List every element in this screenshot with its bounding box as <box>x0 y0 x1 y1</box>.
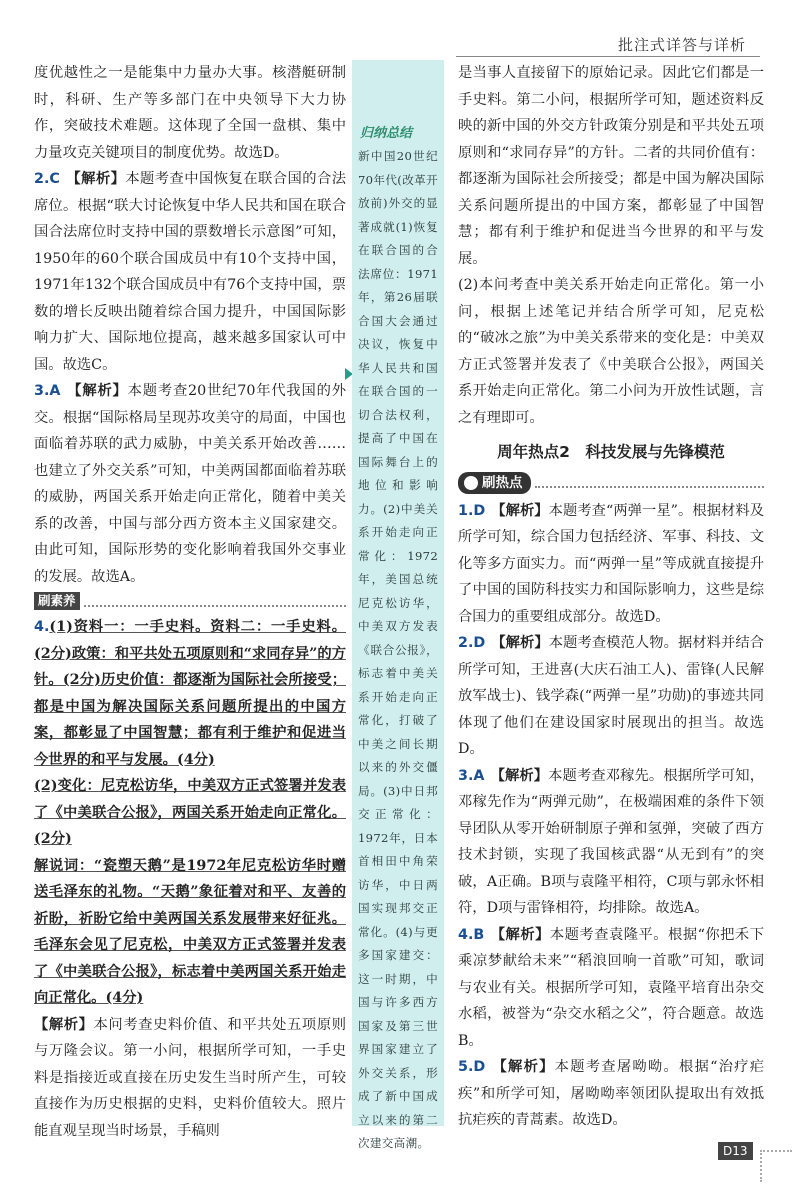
analysis-tag: 【解析】 <box>34 1016 94 1033</box>
answer-key-part-1: (1)资料一：一手史料。资料二：一手史料。(2分)政策：和平共处五项原则和“求同存异”的方针。(2分)历史价值：都逐渐为国际社会所接受；都是中国为解决国际关系问题所提出的中国方案，都彰显了中国智慧；都有利于维护和促进当今世界的和平与发展。(4分) <box>34 619 346 768</box>
answer-letter: D <box>473 502 486 519</box>
answer-key-part-2: (2)变化：尼克松访华，中美双方正式签署并发表了《中美联合公报》，两国关系开始走向正常化。(2分) <box>34 778 346 847</box>
analysis-text: 本题考查“两弹一星”。根据材料及所学可知，综合国力包括经济、军事、科技、文化等多方面实力。而“两弹一星”等成就直接提升了中国的国防科技实力和国际影响力，这些是综合国力的重要组成部分。故选D。 <box>458 502 765 625</box>
analysis-text: 本题考查屠呦呦。根据“治疗疟疾”和所学可知，屠呦呦率领团队提取出有效抵抗疟疾的青蒿素。故选D。 <box>458 1059 764 1128</box>
right-column <box>458 60 764 1134</box>
answer-letter: D <box>473 1059 486 1075</box>
section-title: 周年热点2 科技发展与先锋模范 <box>497 443 725 461</box>
hot-topic-marker <box>458 472 764 494</box>
analysis-tag: 【解析】 <box>491 1059 555 1075</box>
answer-3 <box>34 378 346 590</box>
answer-letter: C <box>49 171 60 187</box>
question-number: 3. <box>34 383 50 399</box>
question-number: 2. <box>34 171 50 187</box>
analysis-tag: 【解析】 <box>491 635 549 651</box>
answer-letter: B <box>473 926 485 943</box>
question-number: 1. <box>458 502 474 519</box>
brush-icon <box>464 476 478 490</box>
answer-2 <box>34 166 346 378</box>
question-number: 5. <box>458 1059 474 1075</box>
intro-paragraph: 度优越性之一是能集中力量办大事。核潜艇研制时，科研、生产等多部门在中央领导下大力协作，突破技术难题。这体现了全国一盘棋、集中力量攻克关键项目的制度优势。故选D。 <box>34 65 346 161</box>
analysis-tag: 【解析】 <box>490 767 549 784</box>
analysis-text: 本问考查史料价值、和平共处五项原则与万隆会议。第一小问，根据所学可知，一手史料是指接近或直接在历史发生当时所产生，可较直接作为历史根据的史料，史料价值较大。照片能直观呈现当时场景，手稿则 <box>34 1016 347 1139</box>
sidebar-body: 新中国20世纪70年代(改革开放前)外交的显著成就(1)恢复在联合国的合法席位：1971年，第26届联合国大会通过决议，恢复中华人民共和国在联合国的一切合法权利，提高了中国在国际舞台上的地位和影响力。(2)中美关系开始走向正常化：1972年，美国总统尼克松访华，中美双方发表《联合公报》，标志着中美关系开始走向正常化，打破了中美之间长期以来的外交僵局。(3)中日邦交正常化：1972年，日本首相田中角荣访华，中日两国实现邦交正常化。(4)与更多国家建交：这一时期，中国与许多西方国家及第三世界国家建立了外交关系，形成了新中国成立以来的第二次建交高潮。 <box>358 149 438 1150</box>
answer-4-part-3 <box>34 853 346 1012</box>
section-marker-label: 刷素养 <box>34 592 80 610</box>
analysis-tag: 【解析】 <box>491 502 549 519</box>
sidebar-heading: 归纳总结 <box>360 126 413 141</box>
answer-4 <box>458 922 764 1055</box>
analysis-text: 本题考查袁隆平。根据“你把禾下乘凉梦献给未来”“稻浪回响一首歌”可知，歌词与农业有关。根据所学可知，袁隆平培育出杂交水稻，被誉为“杂交水稻之父”，符合题意。故选B。 <box>458 926 765 1049</box>
page-header-title: 批注式详答与详析 <box>617 36 746 54</box>
answer-letter: A <box>473 767 485 784</box>
continuation-paragraph-2: (2)本问考查中美关系开始走向正常化。第一小问，根据上述笔记并结合所学可知，尼克松的“破冰之旅”为中美关系带来的变化是：中美双方正式签署并发表了《中美联合公报》，两国关系开始走向正常化。第二小问为开放性试题，言之有理即可。 <box>458 277 764 426</box>
section-marker <box>34 592 346 610</box>
answer-key-part-3: 解说词：“瓷塑天鹅”是1972年尼克松访华时赠送毛泽东的礼物。“天鹅”象征着对和平、友善的祈盼，祈盼它给中美两国关系发展带来好征兆。毛泽东会见了尼克松，中美双方正式签署并发表了《中美联合公报》，标志着中美两国关系开始走向正常化。(4分) <box>34 857 346 1006</box>
answer-3 <box>458 763 764 922</box>
analysis-tag: 【解析】 <box>490 926 550 943</box>
analysis-tag: 【解析】 <box>66 383 128 399</box>
answer-2 <box>458 630 764 763</box>
continuation-paragraph: 是当事人直接留下的原始记录。因此它们都是一手史料。第二小问，根据所学可知，题述资料反映的新中国的外交方针政策分别是和平共处五项原则和“求同存异”的方针。二者的共同价值有：都逐渐为国际社会所接受；都是中国为解决国际关系问题所提出的中国方案，都彰显了中国智慧；都有利于维护和促进当今世界的和平与发展。 <box>458 65 764 267</box>
hot-topic-badge-label: 刷热点 <box>482 474 523 491</box>
dotted-divider <box>84 596 346 607</box>
answer-5 <box>458 1054 764 1134</box>
answer-letter: A <box>49 383 61 399</box>
header-rule <box>456 56 760 57</box>
analysis-text: 本题考查邓稼先。根据所学可知，邓稼先作为“两弹元勋”，在极端困难的条件下领导团队从零开始研制原子弹和氢弹，突破了西方技术封锁，实现了我国核武器“从无到有”的突破，A正确。B项与袁隆平相符，C项与郭永怀相符，D项与雷锋相符，均排除。故选A。 <box>458 767 765 916</box>
question-number: 4. <box>458 926 474 943</box>
question-number: 3. <box>458 767 474 784</box>
hot-topic-badge <box>458 472 531 494</box>
answer-4-analysis <box>34 1012 346 1145</box>
answer-4 <box>34 614 346 773</box>
analysis-text: 本题考查20世纪70年代我国的外交。根据“国际格局呈现苏攻美守的局面，中国也面临着苏联的武力威胁，中美关系开始改善……也建立了外交关系”可知，中美两国都面临着苏联的威胁，两国关系开始走向正常化，随着中美关系的改善，中国与部分西方资本主义国家建交。由此可知，国际形势的变化影响着我国外交事业的发展。故选A。 <box>34 383 346 585</box>
answer-letter: D <box>473 635 486 651</box>
dotted-divider <box>535 477 765 488</box>
left-column <box>34 60 346 1144</box>
question-number: 2. <box>458 635 474 651</box>
question-number: 4. <box>34 619 50 635</box>
analysis-tag: 【解析】 <box>65 171 126 187</box>
summary-sidebar <box>352 60 444 1150</box>
analysis-text: 本题考查模范人物。据材料并结合所学可知，王进喜(大庆石油工人)、雷锋(人民解放军战士)、钱学森(“两弹一星”功勋)的事迹共同体现了他们在建设国家时展现出的担当。故选D。 <box>458 635 765 757</box>
answer-1 <box>458 498 764 631</box>
page-number: D13 <box>718 1142 753 1160</box>
answer-4-part-2 <box>34 773 346 853</box>
analysis-text: 本题考查中国恢复在联合国的合法席位。根据“联大讨论恢复中华人民共和国在联合国合法席位时支持中国的票数增长示意图”可知，1950年的60个联合国成员中有10个支持中国，1971年132个联合国成员中有76个支持中国，票数的增长反映出随着综合国力提升，中国国际影响力扩大、国际地位提高，越来越多国家认可中国。故选C。 <box>34 171 347 373</box>
corner-decoration <box>760 1150 792 1182</box>
